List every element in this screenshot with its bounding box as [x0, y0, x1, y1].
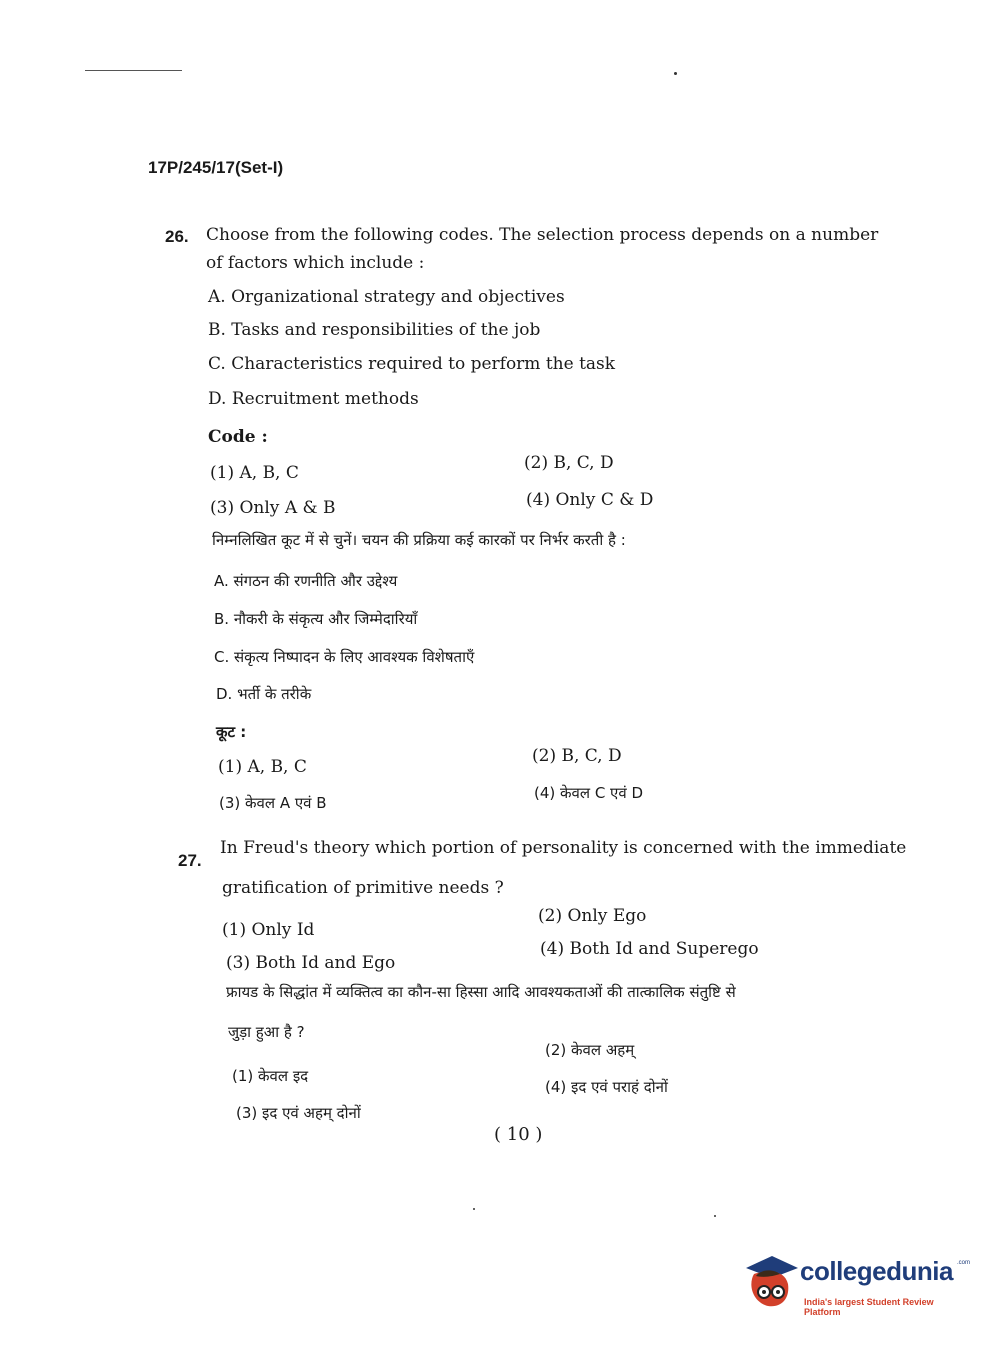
question-number: 27.	[178, 851, 202, 870]
hindi-list-item: C. संकृत्य निष्पादन के लिए आवश्यक विशेषताएँ	[214, 648, 475, 666]
hindi-code-label: कूट :	[216, 723, 247, 741]
question-text: gratification of primitive needs ?	[222, 878, 504, 898]
hindi-question-text: जुड़ा हुआ है ?	[228, 1023, 305, 1041]
hindi-list-item: B. नौकरी के संकृत्य और जिम्मेदारियाँ	[214, 610, 418, 628]
option-4: (4) Only C & D	[526, 490, 654, 510]
option-2: (2) Only Ego	[538, 906, 647, 926]
question-text: Choose from the following codes. The selection process depends on a number	[206, 225, 879, 245]
option-3: (3) Only A & B	[210, 498, 336, 518]
collegedunia-logo	[742, 1250, 972, 1320]
question-text: In Freud's theory which portion of personality is concerned with the immediate	[220, 838, 907, 858]
hindi-question-text: फ्रायड के सिद्धांत में व्यक्तित्व का कौन-सा हिस्सा आदि आवश्यकताओं की तात्कालिक संतुष्टि से	[226, 983, 736, 1001]
list-item: A. Organizational strategy and objectives	[208, 287, 565, 307]
student-mascot-icon	[742, 1250, 800, 1312]
hindi-option-3: (3) इद एवं अहम् दोनों	[236, 1104, 361, 1122]
option-2: (2) B, C, D	[524, 453, 614, 473]
option-3: (3) Both Id and Ego	[226, 953, 396, 973]
scan-speck	[473, 1208, 475, 1210]
code-label: Code :	[208, 427, 268, 447]
paper-code: 17P/245/17(Set-I)	[148, 158, 284, 177]
hindi-option-4: (4) इद एवं पराहं दोनों	[545, 1078, 668, 1096]
scan-speck	[714, 1215, 716, 1217]
list-item: D. Recruitment methods	[208, 389, 419, 409]
hindi-option-4: (4) केवल C एवं D	[534, 784, 644, 802]
logo-wordmark: collegedunia	[800, 1256, 953, 1286]
hindi-option-1: (1) A, B, C	[218, 757, 307, 777]
logo-suffix: .com	[957, 1260, 971, 1266]
question-text: of factors which include :	[206, 253, 425, 273]
hindi-option-3: (3) केवल A एवं B	[219, 794, 327, 812]
option-1: (1) A, B, C	[210, 463, 299, 483]
logo-tagline: India's largest Student Review Platform	[804, 1297, 934, 1317]
hindi-option-2: (2) केवल अहम्	[545, 1041, 635, 1059]
option-4: (4) Both Id and Superego	[540, 939, 759, 959]
option-1: (1) Only Id	[222, 920, 315, 940]
list-item: C. Characteristics required to perform the task	[208, 354, 616, 374]
list-item: B. Tasks and responsibilities of the job	[208, 320, 541, 340]
hindi-option-1: (1) केवल इद	[232, 1067, 309, 1085]
hindi-list-item: A. संगठन की रणनीति और उद्देश्य	[214, 572, 398, 590]
top-rule	[85, 70, 182, 71]
question-number: 26.	[165, 227, 189, 246]
page-number: ( 10 )	[494, 1124, 543, 1145]
hindi-option-2: (2) B, C, D	[532, 746, 622, 766]
scan-speck	[674, 72, 677, 75]
hindi-question-text: निम्नलिखित कूट में से चुनें। चयन की प्रक्रिया कई कारकों पर निर्भर करती है :	[212, 531, 626, 549]
hindi-list-item: D. भर्ती के तरीके	[216, 685, 312, 703]
